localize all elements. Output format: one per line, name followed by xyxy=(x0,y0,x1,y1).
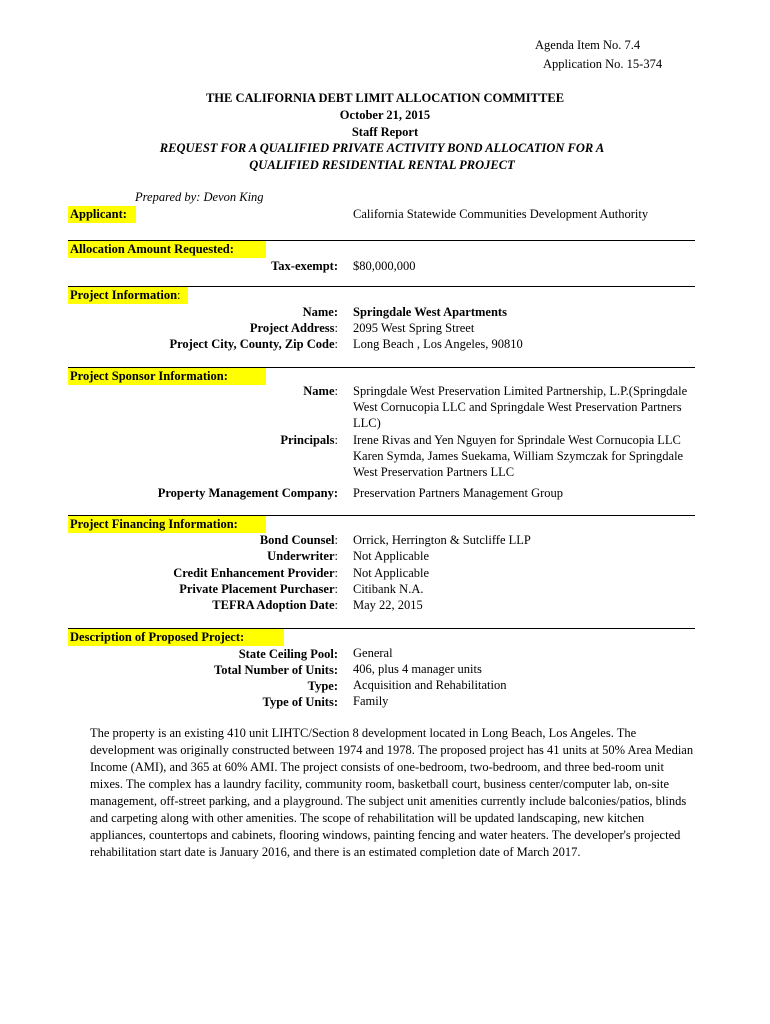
report-type: Staff Report xyxy=(351,125,419,139)
project-name-label: Name: xyxy=(302,305,338,319)
underwriter-label: Underwriter: xyxy=(267,549,338,563)
total-units-label: Total Number of Units: xyxy=(214,663,338,677)
financing-heading: Project Financing Information: xyxy=(68,516,266,533)
description-heading: Description of Proposed Project: xyxy=(68,629,284,646)
ceiling-pool-value: General xyxy=(353,646,393,660)
sponsor-name-value: Springdale West Preservation Limited Partnership, L.P.(Springdale West Cornucopia LLC and Springdale West Preservation Partners LLC) xyxy=(353,384,688,430)
tax-exempt-label: Tax-exempt: xyxy=(271,259,338,273)
project-city-label: Project City, County, Zip Code: xyxy=(169,337,338,351)
placement-purchaser-label: Private Placement Purchaser: xyxy=(179,582,338,596)
sponsor-name-label: Name: xyxy=(303,384,338,398)
tefra-date-value: May 22, 2015 xyxy=(353,598,423,612)
committee-title: THE CALIFORNIA DEBT LIMIT ALLOCATION COMMITTEE xyxy=(205,91,565,105)
underwriter-value: Not Applicable xyxy=(353,549,430,563)
credit-enhancement-value: Not Applicable xyxy=(353,566,430,580)
project-name-value: Springdale West Apartments xyxy=(353,305,507,319)
request-title-line2: QUALIFIED RESIDENTIAL RENTAL PROJECT xyxy=(249,158,515,172)
bond-counsel-value: Orrick, Herrington & Sutcliffe LLP xyxy=(353,533,531,547)
project-type-value: Acquisition and Rehabilitation xyxy=(353,678,507,692)
agenda-item: Agenda Item No. 7.4 xyxy=(535,38,641,52)
unit-type-label: Type of Units: xyxy=(262,695,338,709)
project-type-label: Type: xyxy=(307,679,338,693)
project-info-heading: Project Information: xyxy=(68,287,188,304)
property-management-value: Preservation Partners Management Group xyxy=(353,486,564,500)
sponsor-heading: Project Sponsor Information: xyxy=(68,368,266,385)
placement-purchaser-value: Citibank N.A. xyxy=(353,582,424,596)
principals-label: Principals: xyxy=(280,433,338,447)
applicant-heading: Applicant: xyxy=(68,206,136,223)
principals-value: Irene Rivas and Yen Nguyen for Sprindale West Cornucopia LLC Karen Symda, James Suekama, William Szymczak for Springdale West Preservation Partners LLC xyxy=(353,433,684,479)
credit-enhancement-label: Credit Enhancement Provider: xyxy=(173,566,338,580)
ceiling-pool-label: State Ceiling Pool: xyxy=(238,647,338,661)
prepared-by: Prepared by: Devon King xyxy=(135,190,264,204)
report-date: October 21, 2015 xyxy=(339,108,431,122)
bond-counsel-label: Bond Counsel: xyxy=(259,533,338,547)
tefra-date-label: TEFRA Adoption Date: xyxy=(212,598,338,612)
tax-exempt-value: $80,000,000 xyxy=(353,259,416,273)
unit-type-value: Family xyxy=(353,694,389,708)
project-city-value: Long Beach , Los Angeles, 90810 xyxy=(353,337,523,351)
request-title-line1: REQUEST FOR A QUALIFIED PRIVATE ACTIVITY BOND ALLOCATION FOR A xyxy=(159,141,605,155)
allocation-heading: Allocation Amount Requested: xyxy=(68,241,266,258)
project-description-paragraph: The property is an existing 410 unit LIHTC/Section 8 development located in Long Beach, Los Angeles. The development was originally constructed between 1974 and 1978. The proposed project has 41 units at 50% Area Median Income (AMI), and 365 at 60% AMI. The project consists of one-bedroom, two-bedroom, and three bed-room unit mixes. The complex has a laundry facility, community room, basketball court, business center/computer lab, on-site management, off-street parking, and a playground. The subject unit amenities currently include balconies/patios, blinds and carpeting along with other amenities. The scope of rehabilitation will be updated landscaping, new kitchen appliances, countertops and cabinets, flooring windows, painting fencing and water heaters. The developer's projected rehabilitation start date is January 2016, and there is an estimated completion date of March 2017. xyxy=(90,726,694,859)
project-address-label: Project Address: xyxy=(249,321,338,335)
property-management-label: Property Management Company: xyxy=(157,486,338,500)
applicant-value: California Statewide Communities Development Authority xyxy=(353,207,649,221)
application-number: Application No. 15-374 xyxy=(543,57,663,71)
project-address-value: 2095 West Spring Street xyxy=(353,321,475,335)
total-units-value: 406, plus 4 manager units xyxy=(353,662,482,676)
